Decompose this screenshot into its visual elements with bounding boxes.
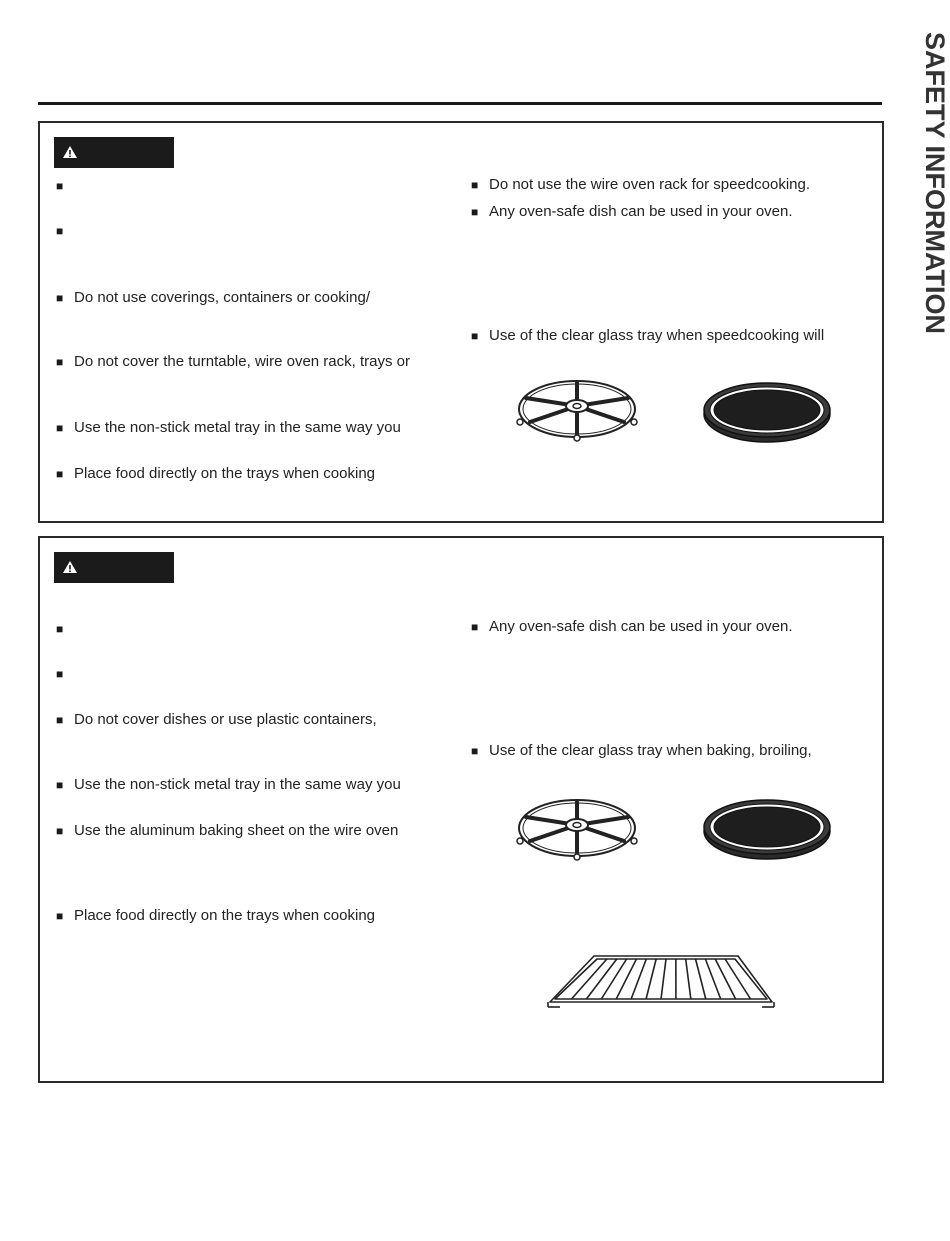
warning-triangle-icon — [62, 145, 78, 159]
bullet-icon: ■ — [56, 622, 64, 636]
speedcook-warning-panel — [38, 121, 884, 523]
rack-wire — [686, 959, 691, 999]
turntable-support-icon — [512, 795, 642, 861]
glass-tray-icon — [702, 378, 832, 444]
list-item: Do not cover the turntable, wire oven rack, trays or — [74, 353, 410, 370]
list-item: Use of the clear glass tray when baking, broiling, — [489, 742, 812, 759]
bullet-icon: ■ — [56, 824, 64, 838]
rack-wire — [646, 959, 656, 999]
bullet-icon: ■ — [56, 909, 64, 923]
warning-triangle-icon — [62, 560, 78, 574]
rack-wire — [601, 959, 626, 999]
bullet-icon: ■ — [56, 778, 64, 792]
list-item: Place food directly on the trays when cooking — [74, 907, 376, 924]
bullet-icon: ■ — [56, 355, 64, 369]
bullet-icon: ■ — [56, 179, 64, 193]
list-item: Do not use coverings, containers or cooking/ — [74, 289, 370, 306]
list-item: Use of the clear glass tray when speedcooking will — [489, 327, 825, 344]
rack-wire — [725, 959, 750, 999]
list-item: Use the non-stick metal tray in the same way you — [74, 419, 401, 436]
list-item: Do not use the wire oven rack for speedcooking. — [489, 176, 811, 193]
turntable-support-icon — [512, 376, 642, 442]
bullet-icon: ■ — [471, 329, 479, 343]
warning-label-bar — [54, 552, 174, 583]
list-item: Use the aluminum baking sheet on the wire oven — [74, 822, 399, 839]
glass-tray-icon — [702, 795, 832, 861]
bullet-icon: ■ — [471, 620, 479, 634]
warning-label-bar — [54, 137, 174, 168]
bullet-icon: ■ — [471, 178, 479, 192]
side-section-title: SAFETY INFORMATION — [920, 32, 950, 334]
list-item: Any oven-safe dish can be used in your oven. — [489, 203, 793, 220]
list-item: Use the non-stick metal tray in the same way you — [74, 776, 401, 793]
header-rule — [38, 102, 882, 105]
bullet-icon: ■ — [56, 667, 64, 681]
rack-wire — [661, 959, 666, 999]
bullet-icon: ■ — [56, 421, 64, 435]
list-item: Any oven-safe dish can be used in your oven. — [489, 618, 793, 635]
bullet-icon: ■ — [56, 713, 64, 727]
convection-warning-panel — [38, 536, 884, 1083]
bullet-icon: ■ — [56, 467, 64, 481]
bullet-icon: ■ — [56, 224, 64, 238]
wire-oven-rack-icon — [546, 950, 776, 1012]
bullet-icon: ■ — [471, 744, 479, 758]
rack-wire — [696, 959, 706, 999]
bullet-icon: ■ — [471, 205, 479, 219]
list-item: Place food directly on the trays when cooking — [74, 465, 376, 482]
bullet-icon: ■ — [56, 291, 64, 305]
list-item: Do not cover dishes or use plastic containers, — [74, 711, 377, 728]
